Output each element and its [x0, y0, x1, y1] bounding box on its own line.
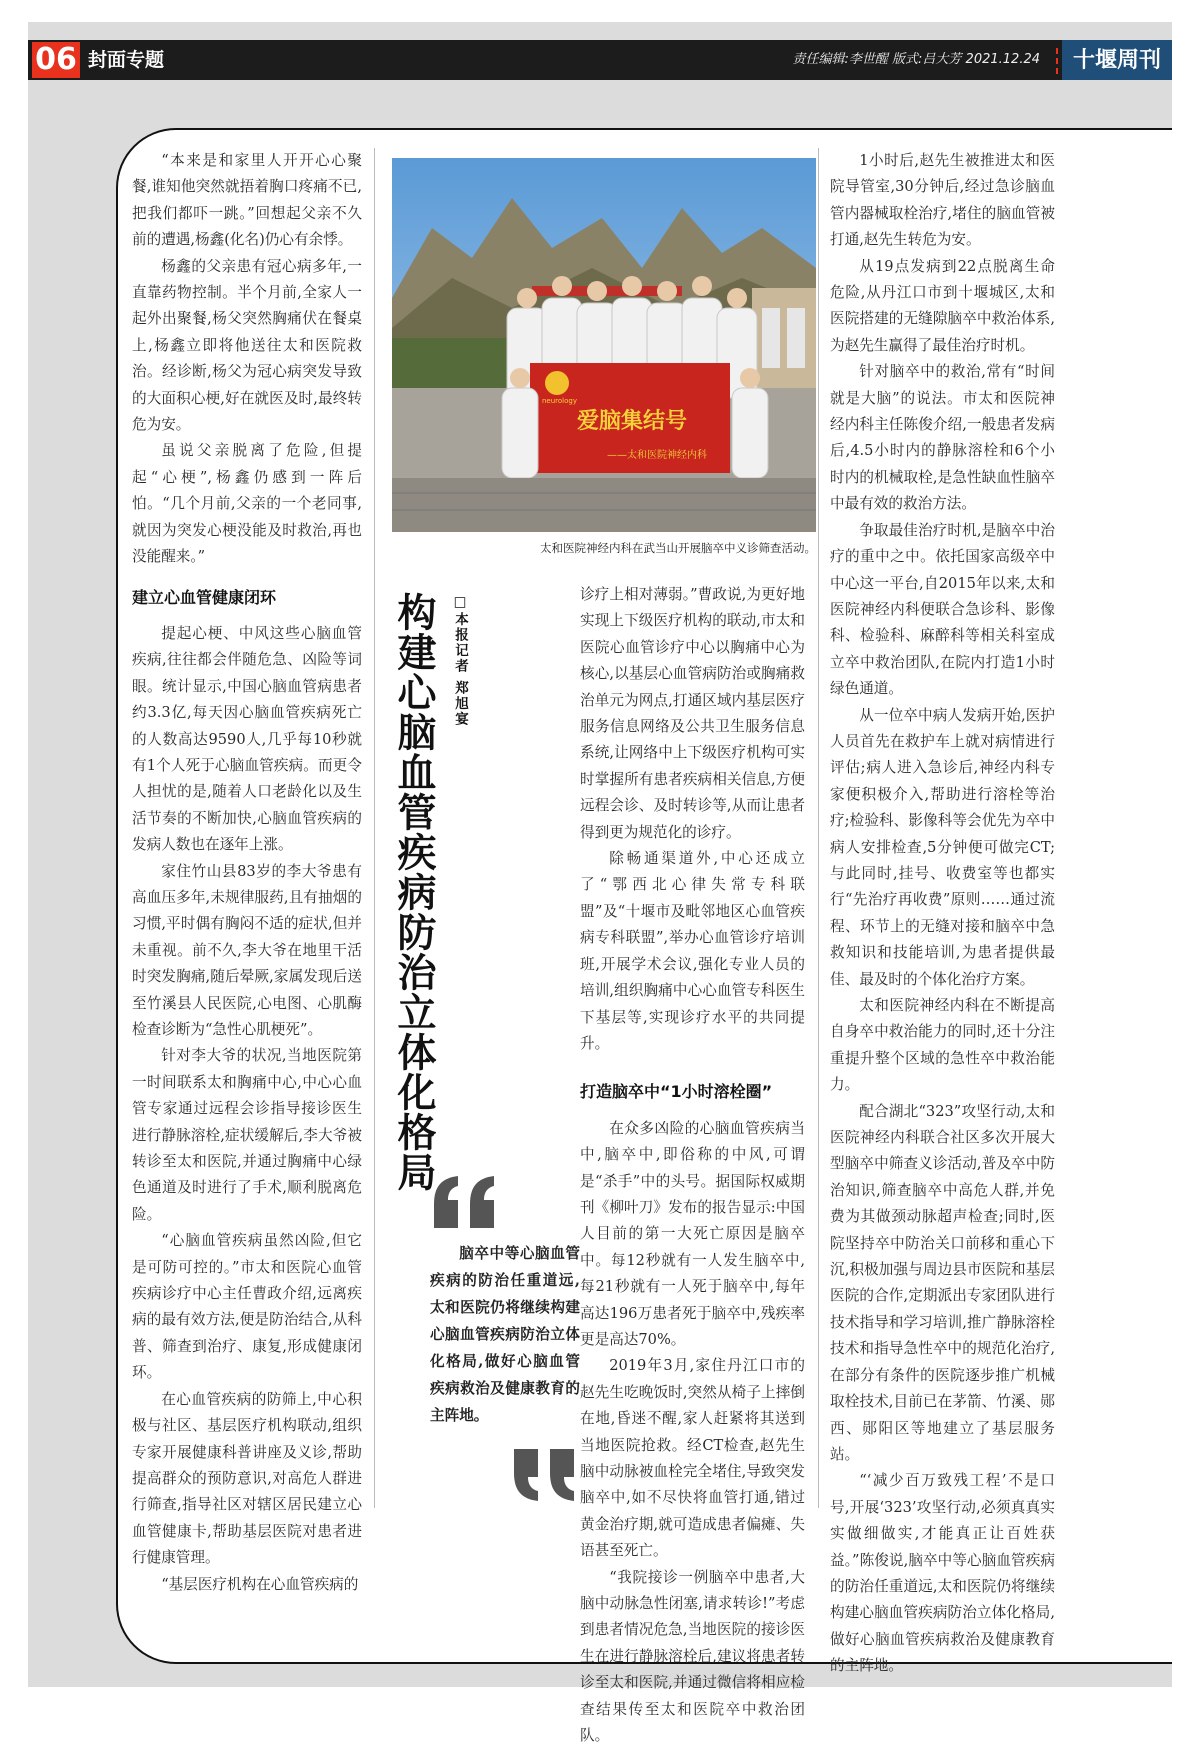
paragraph: “本来是和家里人开开心心聚餐,谁知他突然就捂着胸口疼痛不已,把我们都吓一跳。”回想起父亲不久前的遭遇,杨鑫(化名)仍心有余悸。: [132, 152, 362, 249]
paragraph: 针对李大爷的状况,当地医院第一时间联系太和胸痛中心,中心心血管专家通过远程会诊指导接诊医生进行静脉溶栓,症状缓解后,李大爷被转诊至太和医院,并通过胸痛中心绿色通道及时进行了手术,顺利脱离危险。: [132, 1047, 362, 1223]
paragraph: 在心血管疾病的防筛上,中心积极与社区、基层医疗机构联动,组织专家开展健康科普讲座及义诊,帮助提高群众的预防意识,对高危人群进行筛查,指导社区对辖区居民建立心血管健康卡,帮助基层医院对患者进行健康管理。: [132, 1390, 362, 1567]
paragraph: 提起心梗、中风这些心脑血管疾病,往往都会伴随危急、凶险等词眼。统计显示,中国心脑血管病患者约3.3亿,每天因心脑血管疾病死亡的人数高达9590人,几乎每10秒就有1个人死于心脑血管疾病。而更令人担忧的是,随着人口老龄化以及生活节奏的不断加快,心脑血管疾病的发病人数也在逐年上涨。: [132, 624, 362, 854]
paragraph: 在众多凶险的心脑血管疾病当中,脑卒中,即俗称的中风,可谓是“杀手”中的头号。据国际权威期刊《柳叶刀》发布的报告显示:中国人目前的第一大死亡原因是脑卒中。每12秒就有一人发生脑卒中,每21秒就有一人死于脑卒中,每年高达196万患者死于脑卒中,残疾率更是高达70%。: [580, 1119, 805, 1348]
article-title: 构建心脑血管疾病防治立体化格局: [391, 592, 437, 1192]
paragraph: “我院接诊一例脑卒中患者,大脑中动脉急性闭塞,请求转诊!”考虑到患者情况危急,当地医院的接诊医生在进行静脉溶栓后,建议将患者转诊至太和医院,并通过微信将相应检查结果传至太和医院卒中救治团队。: [580, 1568, 805, 1745]
banner-subtext: ——太和医院神经内科: [607, 450, 707, 461]
banner-text: 爱脑集结号: [577, 409, 688, 434]
article-column-4: [830, 148, 1055, 1680]
article-column-3: [580, 582, 805, 1749]
pull-quote: [430, 1240, 580, 1429]
event-photo: [392, 158, 816, 532]
brand-logo: 十堰周刊: [1062, 40, 1172, 80]
close-quote-icon: [508, 1445, 578, 1505]
paragraph: 家住竹山县83岁的李大爷患有高血压多年,未规律服药,且有抽烟的习惯,平时偶有胸闷不适的症状,但并未重视。前不久,李大爷在地里干活时突发胸痛,随后晕厥,家属发现后送至竹溪县人民医院,心电图、心肌酶检查诊断为“急性心肌梗死”。: [132, 862, 362, 1038]
column-divider: [818, 148, 819, 1508]
open-quote-icon: [430, 1172, 500, 1232]
page-number: 06: [32, 42, 80, 78]
paragraph: 太和医院神经内科在不断提高自身卒中救治能力的同时,还十分注重提升整个区域的急性卒中救治能力。: [830, 997, 1055, 1094]
paragraph: 虽说父亲脱离了危险,但提起“心梗”,杨鑫仍感到一阵后怕。“几个月前,父亲的一个老同事,就因为突发心梗没能及时救治,再也没能醒来。”: [132, 442, 362, 566]
article-byline: □本报记者 郑旭宴: [452, 594, 468, 728]
subheading: 建立心血管健康闭环: [132, 587, 277, 607]
pull-quote-text: 脑卒中等心脑血管疾病的防治任重道远,太和医院仍将继续构建心脑血管疾病防治立体化格局,做好心脑血管疾病救治及健康教育的主阵地。: [430, 1245, 580, 1424]
paragraph: 除畅通渠道外,中心还成立了“鄂西北心律失常专科联盟”及“十堰市及毗邻地区心血管疾病专科联盟”,举办心血管诊疗培训班,开展学术会议,强化专业人员的培训,组织胸痛中心心血管专科医生下基层等,实现诊疗水平的共同提升。: [580, 850, 805, 1052]
section-title: 封面专题: [88, 49, 165, 71]
subheading: 打造脑卒中“1小时溶栓圈”: [580, 1082, 773, 1102]
paragraph: 争取最佳治疗时机,是脑卒中治疗的重中之中。依托国家高级卒中中心这一平台,自2015年以来,太和医院神经内科便联合急诊科、影像科、检验科、麻醉科等相关科室成立卒中救治团队,在院内打造1小时绿色通道。: [830, 521, 1055, 698]
paragraph: 诊疗上相对薄弱。”曹政说,为更好地实现上下级医疗机构的联动,市太和医院心血管诊疗中心以胸痛中心为核心,以基层心血管病防治或胸痛救治单元为网点,打通区域内基层医疗服务信息网络及公共卫生服务信息系统,让网络中上下级医疗机构可实时掌握所有患者疾病相关信息,方便远程会诊、及时转诊等,从而让患者得到更为规范化的诊疗。: [580, 586, 805, 841]
paragraph: 杨鑫的父亲患有冠心病多年,一直靠药物控制。半个月前,全家人一起外出聚餐,杨父突然胸痛伏在餐桌上,杨鑫立即将他送往太和医院救治。经诊断,杨父为冠心病突发导致的大面积心梗,好在就医及时,最终转危为安。: [132, 257, 362, 434]
paragraph: “心脑血管疾病虽然凶险,但它是可防可控的。”市太和医院心血管疾病诊疗中心主任曹政介绍,远离疾病的最有效方法,便是防治结合,从科普、筛查到治疗、康复,形成健康闭环。: [132, 1232, 362, 1382]
paragraph: 1小时后,赵先生被推进太和医院导管室,30分钟后,经过急诊脑血管内器械取栓治疗,堵住的脑血管被打通,赵先生转危为安。: [830, 152, 1055, 249]
paragraph: 2019年3月,家住丹江口市的赵先生吃晚饭时,突然从椅子上摔倒在地,昏迷不醒,家人赶紧将其送到当地医院抢救。经CT检查,赵先生脑中动脉被血栓完全堵住,导致突发脑卒中,如不尽快将血管打通,错过黄金治疗期,就可造成患者偏瘫、失语甚至死亡。: [580, 1357, 805, 1560]
paragraph: 配合湖北“323”攻坚行动,太和医院神经内科联合社区多次开展大型脑卒中筛查义诊活动,普及卒中防治知识,筛查脑卒中高危人群,并免费为其做颈动脉超声检查;同时,医院坚持卒中防治关口前移和重心下沉,积极加强与周边县市医院和基层医院的合作,定期派出专家团队进行技术指导和学习培训,推广静脉溶栓技术和指导急性卒中的规范化治疗,在部分有条件的医院逐步推广机械取栓技术,目前已在茅箭、竹溪、郧西、郧阳区等地建立了基层服务站。: [830, 1102, 1055, 1463]
photo-caption: 太和医院神经内科在武当山开展脑卒中义诊筛查活动。: [540, 541, 816, 555]
editor-meta: 责任编辑:李世醒 版式:吕大芳 2021.12.24: [792, 52, 1040, 67]
paragraph: 从19点发病到22点脱离生命危险,从丹江口市到十堰城区,太和医院搭建的无缝隙脑卒中救治体系,为赵先生赢得了最佳治疗时机。: [830, 257, 1055, 354]
paragraph: 从一位卒中病人发病开始,医护人员首先在救护车上就对病情进行评估;病人进入急诊后,神经内科专家便积极介入,帮助进行溶栓等治疗;检验科、影像科等会优先为卒中病人安排检查,5分钟便可做完CT;与此同时,挂号、收费室等也都实行“先治疗再收费”原则……通过流程、环节上的无缝对接和脑卒中急救知识和技能培训,为患者提供最佳、最及时的个体化治疗方案。: [830, 706, 1055, 988]
brand-divider: [1056, 48, 1061, 74]
paragraph: 针对脑卒中的救治,常有“时间就是大脑”的说法。市太和医院神经内科主任陈俊介绍,一般患者发病后,4.5小时内的静脉溶栓和6个小时内的机械取栓,是急性缺血性脑卒中最有效的救治方法。: [830, 363, 1055, 513]
paragraph: “基层医疗机构在心血管疾病的: [161, 1575, 359, 1593]
banner-logo-text: neurology: [542, 397, 577, 405]
photo-illustration: [392, 158, 816, 532]
paragraph: “‘减少百万致残工程’不是口号,开展‘323’攻坚行动,必须真真实实做细做实,才能真正让百姓获益。”陈俊说,脑卒中等心脑血管疾病的防治任重道远,太和医院仍将继续构建心脑血管疾病防治立体化格局,做好心脑血管疾病救治及健康教育的主阵地。: [830, 1472, 1055, 1675]
column-divider: [374, 148, 375, 1508]
article-column-1: [132, 148, 362, 1598]
